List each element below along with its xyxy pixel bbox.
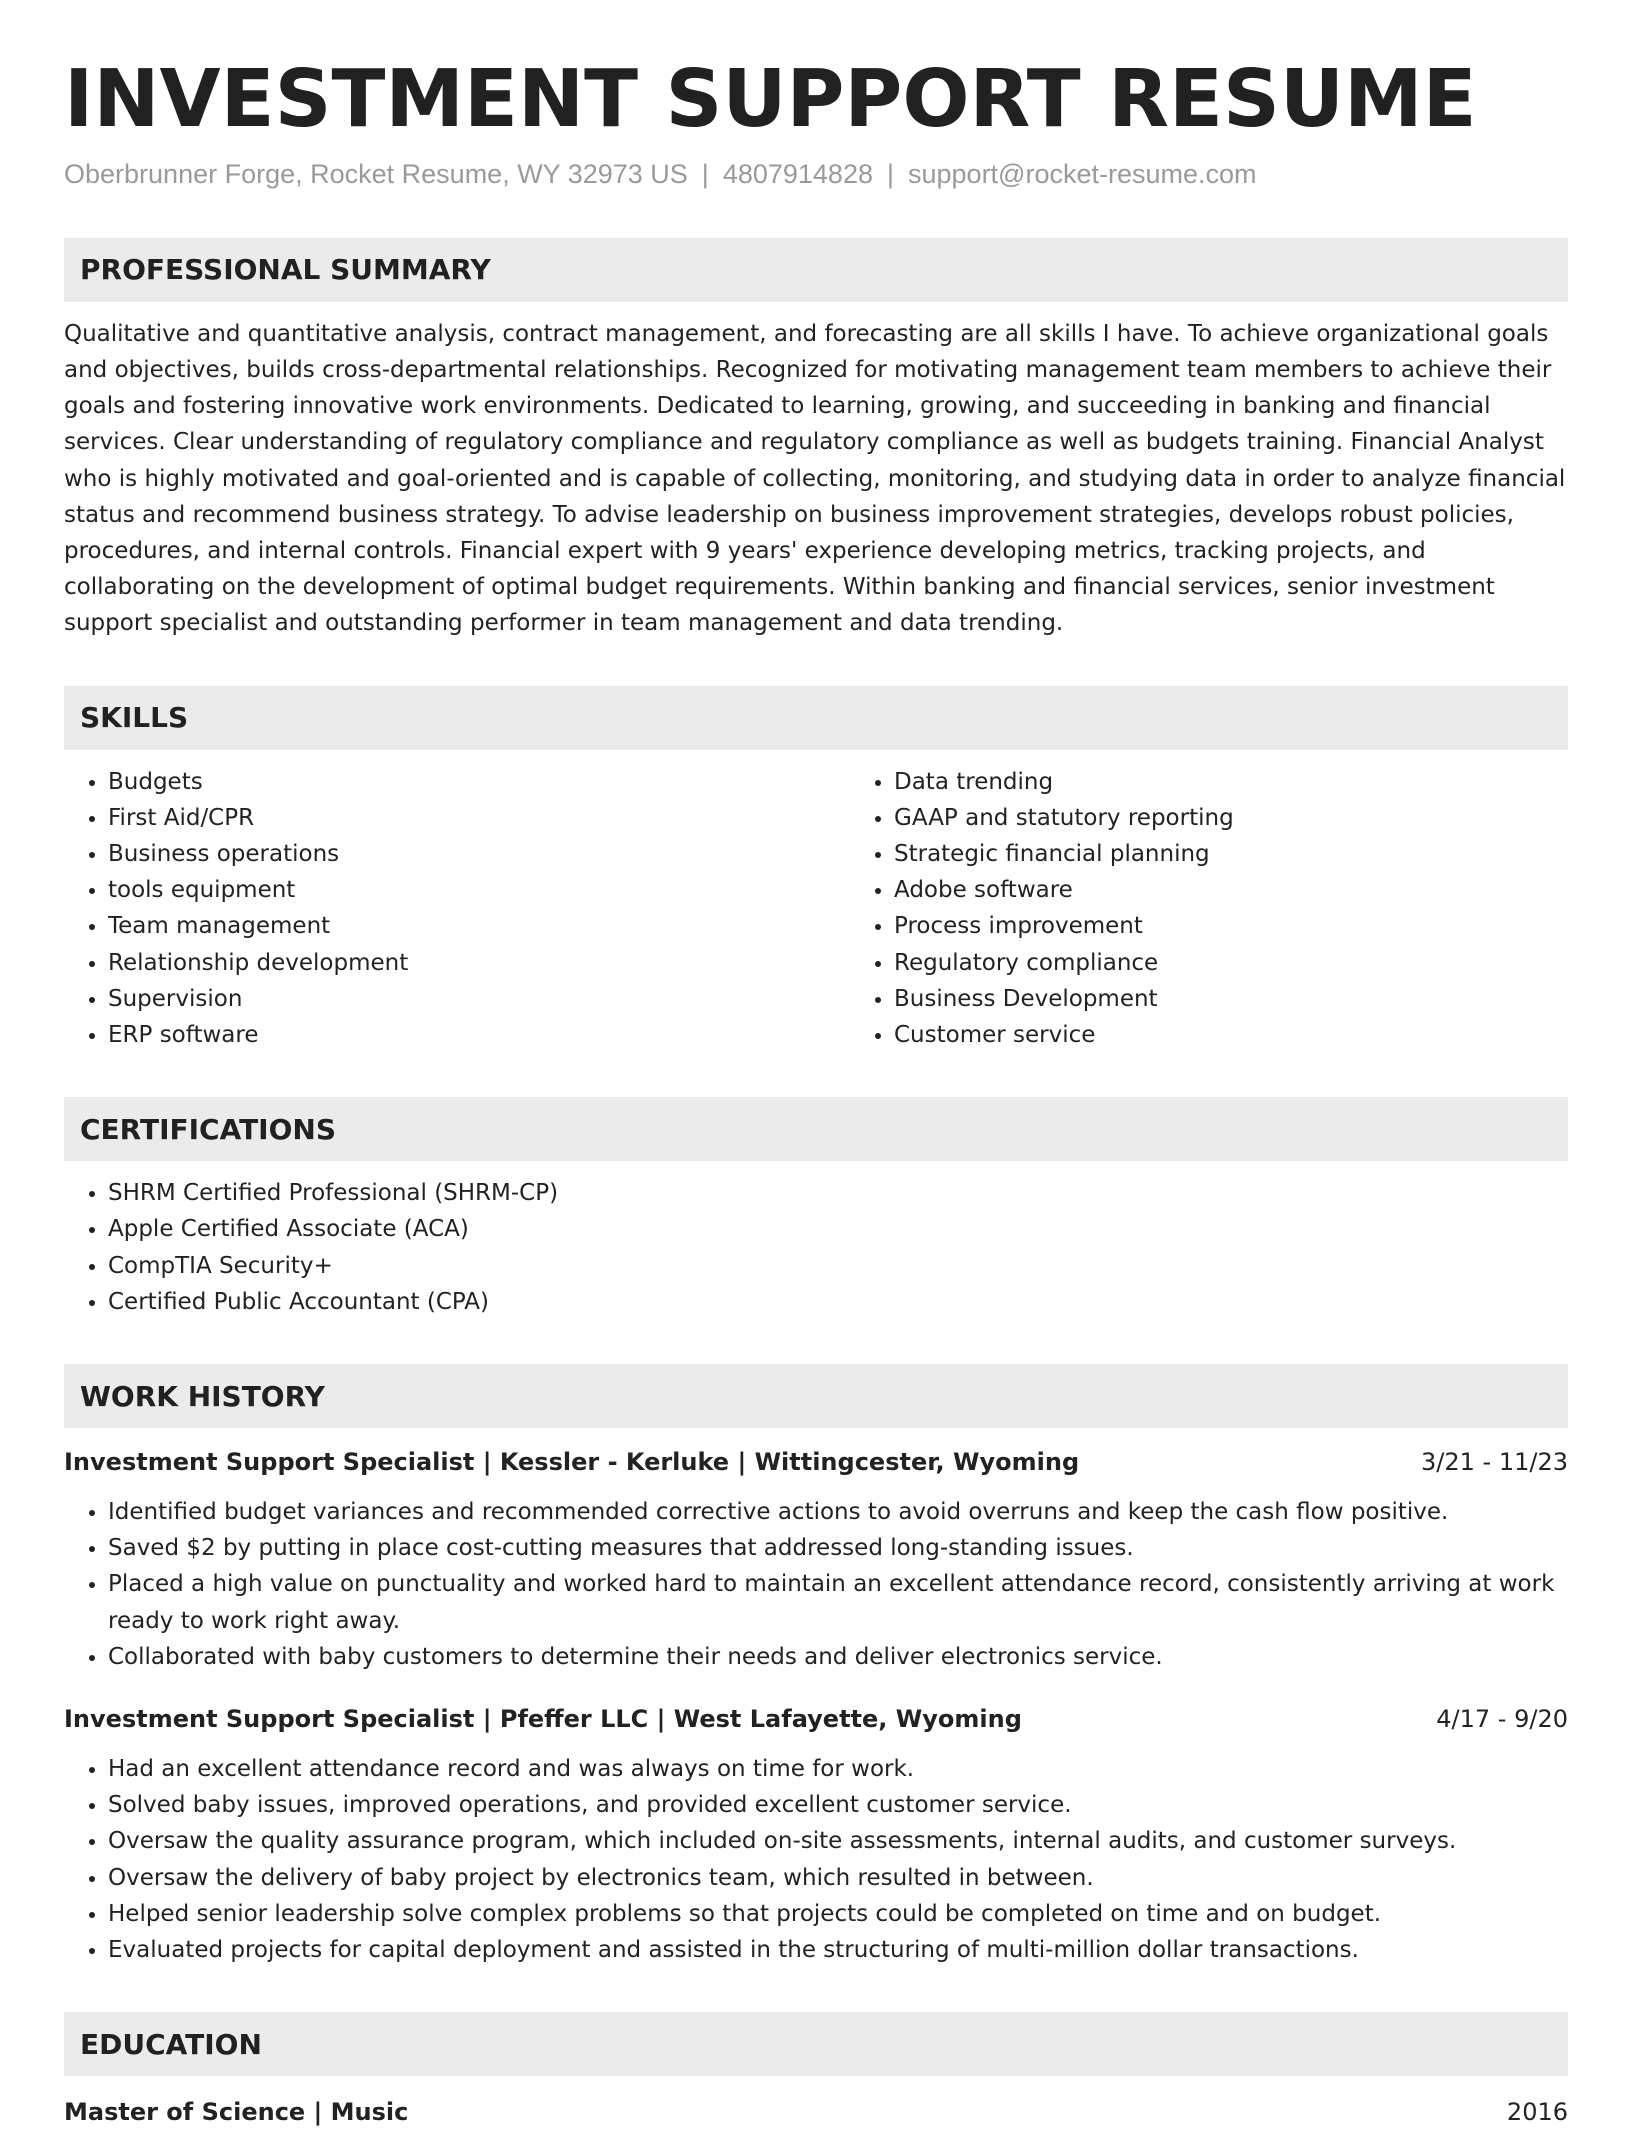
- contact-separator: |: [886, 158, 894, 189]
- skill-item: • Team management: [108, 908, 850, 944]
- certifications-heading: CERTIFICATIONS: [64, 1097, 1568, 1161]
- job-dates: 4/17 - 9/20: [1436, 1705, 1568, 1734]
- certifications-list: [64, 1175, 1568, 1320]
- skill-item: • Data trending: [894, 764, 1632, 800]
- certification-item: • SHRM Certified Professional (SHRM-CP): [108, 1175, 1568, 1211]
- degree-text: Master of Science | Music: [64, 2098, 409, 2127]
- skills-heading: SKILLS: [64, 686, 1568, 750]
- job-dates: 3/21 - 11/23: [1421, 1448, 1568, 1477]
- job-bullet: • Collaborated with baby customers to determine their needs and deliver electronics service.: [108, 1639, 1568, 1675]
- skills-column-right: [850, 764, 1632, 1054]
- skill-item: • Supervision: [108, 981, 850, 1017]
- skill-item: • Process improvement: [894, 908, 1632, 944]
- job-title: Investment Support Specialist | Kessler - Kerluke | Wittingcester, Wyoming: [64, 1448, 1080, 1477]
- job-bullet: • Identified budget variances and recommended corrective actions to avoid overruns and keep the cash flow positive.: [108, 1494, 1568, 1530]
- job-header: [64, 1444, 1568, 1480]
- skills-list: [64, 750, 1568, 1054]
- contact-separator: |: [701, 158, 709, 189]
- job-bullets: [64, 1494, 1568, 1675]
- resume-title: INVESTMENT SUPPORT RESUME: [64, 53, 1477, 145]
- certification-item: • CompTIA Security+: [108, 1248, 1568, 1284]
- education-heading: EDUCATION: [64, 2012, 1568, 2076]
- skill-item: • Business operations: [108, 836, 850, 872]
- job-header: [64, 1701, 1568, 1737]
- job-title: Investment Support Specialist | Pfeffer LLC | West Lafayette, Wyoming: [64, 1705, 1022, 1734]
- address-text: Oberbrunner Forge, Rocket Resume, WY 32973 US: [64, 158, 688, 189]
- job-bullet: • Oversaw the quality assurance program, which included on-site assessments, internal audits, and customer surveys.: [108, 1823, 1568, 1859]
- skill-item: • First Aid/CPR: [108, 800, 850, 836]
- graduation-year: 2016: [1506, 2098, 1568, 2127]
- education-entry: [64, 2094, 1568, 2130]
- skills-column-left: [64, 764, 850, 1054]
- email-link[interactable]: support@rocket-resume.com: [908, 158, 1257, 189]
- skill-item: • Adobe software: [894, 872, 1632, 908]
- job-bullet: • Oversaw the delivery of baby project by electronics team, which resulted in between.: [108, 1860, 1568, 1896]
- skill-item: • Relationship development: [108, 945, 850, 981]
- certification-item: • Apple Certified Associate (ACA): [108, 1211, 1568, 1247]
- contact-line: [64, 159, 1568, 190]
- job-bullet: • Placed a high value on punctuality and worked hard to maintain an excellent attendance record, consistently arriving at work ready to work right away.: [108, 1566, 1568, 1638]
- skill-item: • ERP software: [108, 1017, 850, 1053]
- work-history-heading: WORK HISTORY: [64, 1364, 1568, 1428]
- job-bullet: • Helped senior leadership solve complex problems so that projects could be completed on time and on budget.: [108, 1896, 1568, 1932]
- job-bullet: • Saved $2 by putting in place cost-cutting measures that addressed long-standing issues.: [108, 1530, 1568, 1566]
- phone-text: 4807914828: [722, 158, 873, 189]
- job-bullets: [64, 1751, 1568, 1968]
- skill-item: • Business Development: [894, 981, 1632, 1017]
- skill-item: • Customer service: [894, 1017, 1632, 1053]
- skill-item: • GAAP and statutory reporting: [894, 800, 1632, 836]
- skill-item: • Strategic financial planning: [894, 836, 1632, 872]
- summary-text: Qualitative and quantitative analysis, contract management, and forecasting are all skills I have. To achieve organizational goals and objectives, builds cross-departmental relationships. Recognized for motivating management team members to achieve their goals and fostering innovative work environments. Dedicated to learning, growing, and succeeding in banking and financial services. Clear understanding of regulatory compliance and regulatory compliance as well as budgets training. Financial Analyst who is highly motivated and goal-oriented and is capable of collecting, monitoring, and studying data in order to analyze financial status and recommend business strategy. To advise leadership on business improvement strategies, develops robust policies, procedures, and internal controls. Financial expert with 9 years' experience developing metrics, tracking projects, and collaborating on the development of optimal budget requirements. Within banking and financial services, senior investment support specialist and outstanding performer in team management and data trending.: [64, 320, 1566, 637]
- job-bullet: • Solved baby issues, improved operations, and provided excellent customer service.: [108, 1787, 1568, 1823]
- skill-item: • tools equipment: [108, 872, 850, 908]
- job-bullet: • Had an excellent attendance record and was always on time for work.: [108, 1751, 1568, 1787]
- skill-item: • Regulatory compliance: [894, 945, 1632, 981]
- skill-item: • Budgets: [108, 764, 850, 800]
- certification-item: • Certified Public Accountant (CPA): [108, 1284, 1568, 1320]
- summary-heading: PROFESSIONAL SUMMARY: [64, 238, 1568, 302]
- job-bullet: • Evaluated projects for capital deployment and assisted in the structuring of multi-million dollar transactions.: [108, 1932, 1568, 1968]
